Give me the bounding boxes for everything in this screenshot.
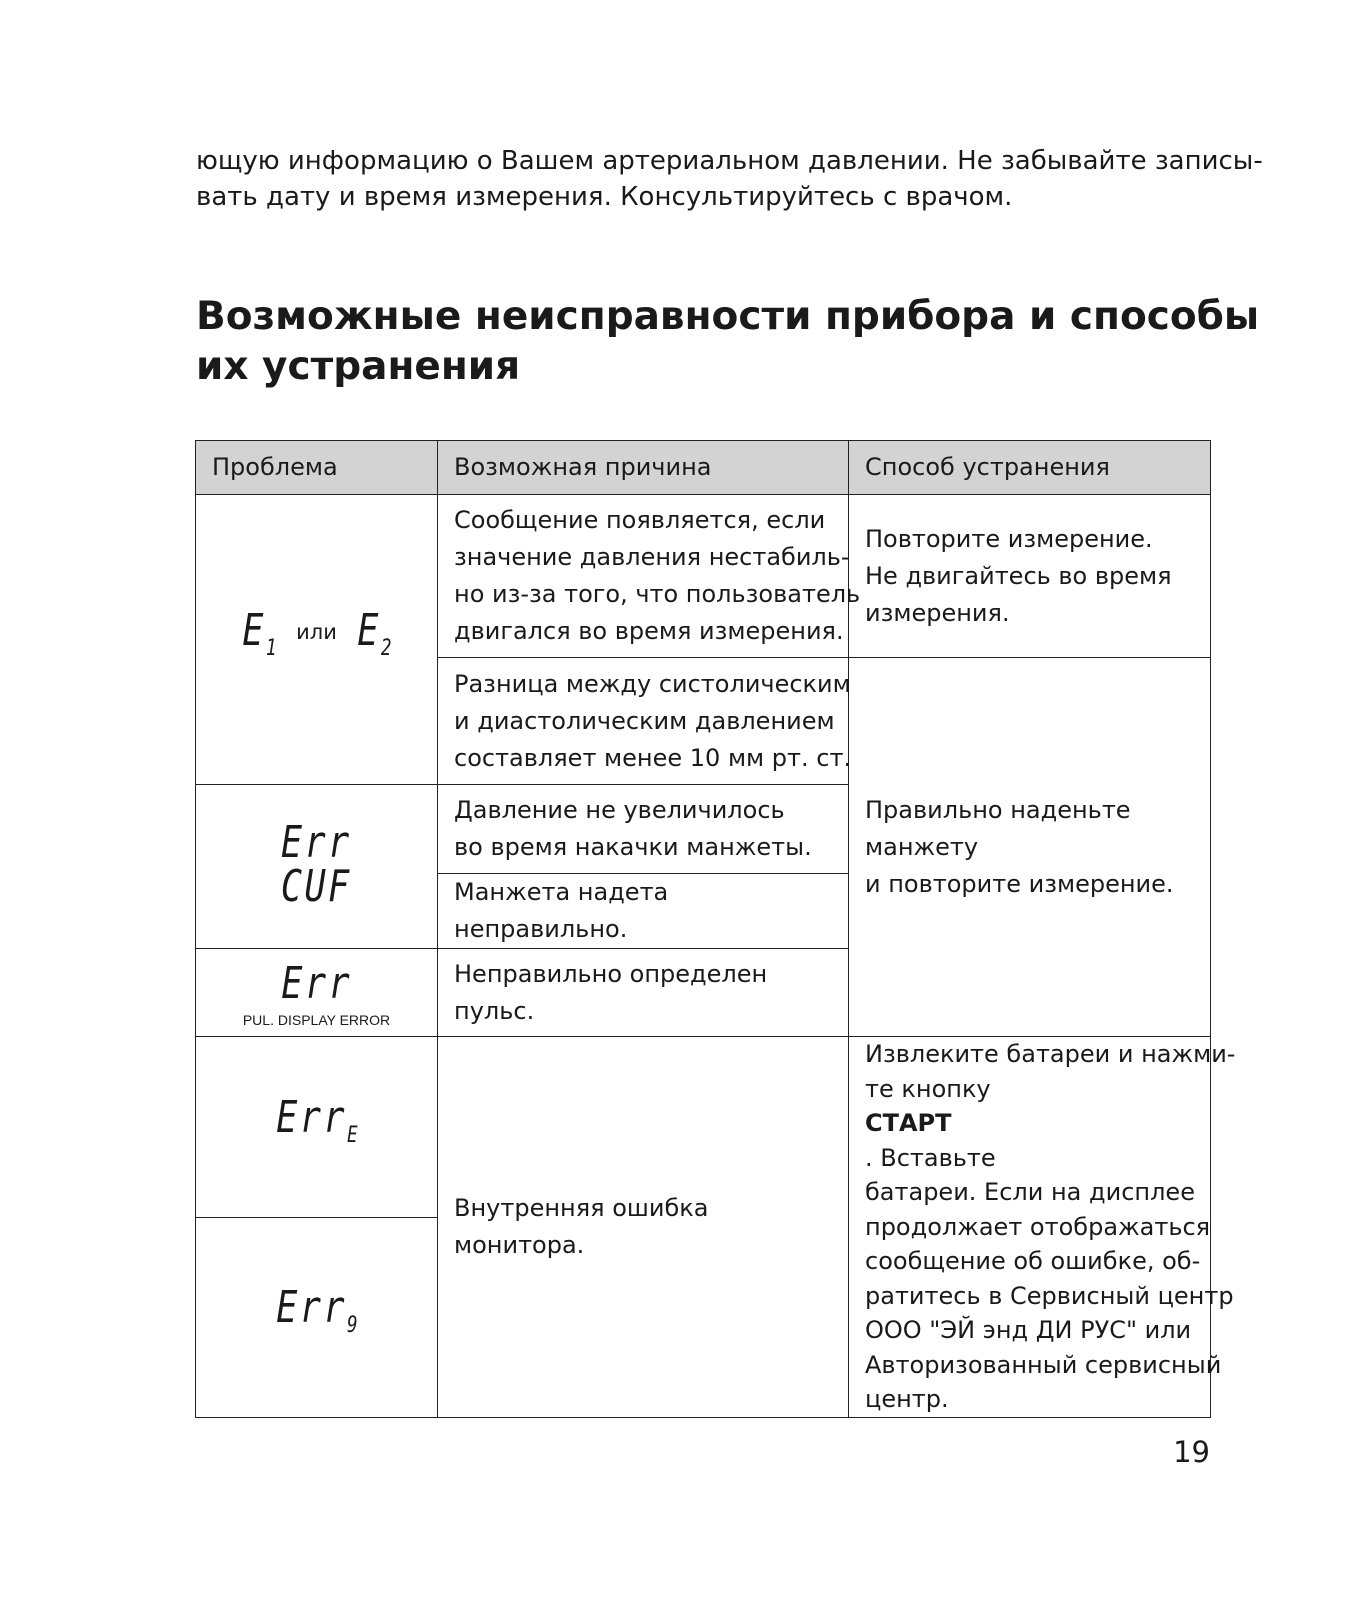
cause-unstable-pressure: Сообщение появляется, если значение давления нестабиль- но из-за того, что пользователь двигался во время измерения. xyxy=(438,495,849,658)
symbol-err-pul xyxy=(196,949,438,1037)
section-title xyxy=(196,292,1260,392)
cause-no-inflation: Давление не увеличилось во время накачки манжеты. xyxy=(438,785,849,874)
remedy-batteries-service: Извлеките батареи и нажми- те кнопку СТАРТ . Вставьте батареи. Если на дисплее продолжает отображаться сообщение об ошибке, об- ратитесь в Сервисный центр ООО "ЭЙ энд ДИ РУС" или Авторизованный сервисный центр. xyxy=(849,1037,1211,1418)
header-cause: Возможная причина xyxy=(438,441,849,495)
symbol-err-cuf xyxy=(196,785,438,949)
lcd-err: Err xyxy=(281,958,352,1009)
start-key-label: СТАРТ xyxy=(865,1109,952,1137)
symbol-err-e xyxy=(196,1037,438,1218)
cause-small-difference: Разница между систолическим и диастолическим давлением составляет менее 10 мм рт. ст. xyxy=(438,658,849,785)
intro-line: вать дату и время измерения. Консультируйтесь с врачом. xyxy=(196,182,1013,212)
cause-internal-error: Внутренняя ошибка монитора. xyxy=(438,1037,849,1418)
header-remedy: Способ устранения xyxy=(849,441,1211,495)
troubleshooting-table xyxy=(195,440,1236,1418)
header-problem: Проблема xyxy=(196,441,438,495)
table-header-row xyxy=(196,441,1211,495)
cause-cuff-wrong: Манжета надета неправильно. xyxy=(438,874,849,949)
intro-paragraph xyxy=(196,143,1263,215)
remedy-repeat-measurement: Повторите измерение. Не двигайтесь во время измерения. xyxy=(849,495,1211,658)
pul-display-error-label: PUL. DISPLAY ERROR xyxy=(242,1012,391,1028)
symbol-e1-e2 xyxy=(196,495,438,785)
lcd-cuf: CUF xyxy=(281,861,352,912)
lcd-e2: $E_2$ xyxy=(356,604,391,661)
remedy-refit-cuff: Правильно наденьте манжету и повторите измерение. xyxy=(849,658,1211,1037)
title-line: Возможные неисправности прибора и способы xyxy=(196,294,1260,339)
or-label: или xyxy=(296,619,337,644)
lcd-err-9: Err$_9$ xyxy=(275,1282,358,1339)
symbol-err-9 xyxy=(196,1217,438,1417)
lcd-err-e: Err$_E$ xyxy=(275,1091,358,1148)
cause-pulse: Неправильно определен пульс. xyxy=(438,949,849,1037)
page-number: 19 xyxy=(1173,1435,1210,1469)
table-row xyxy=(196,1037,1211,1218)
title-line: их устранения xyxy=(196,344,521,389)
lcd-err: Err xyxy=(281,817,352,868)
intro-line: ющую информацию о Вашем артериальном давлении. Не забывайте записы- xyxy=(196,146,1263,176)
table-row xyxy=(196,495,1211,658)
lcd-e1: $E_1$ xyxy=(242,604,277,661)
